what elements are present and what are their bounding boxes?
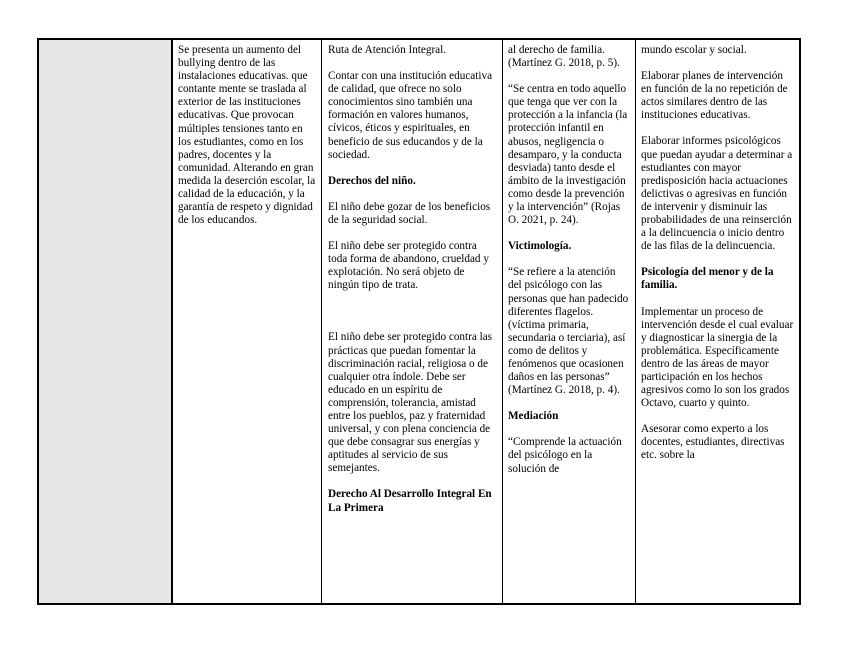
informes-psicologicos-text: Elaborar informes psicológicos que puedan ayudar a determinar a estudiantes con mayor predisposición hacia actuaciones delictivas o agresivas en función de intervenir y disminuir las probabilidades de una reinserción a la delincuencia o inicio dentro de las filas de la delincuencia.: [641, 135, 793, 253]
derecho-familia-text: al derecho de familia. (Martínez G. 2018, p. 5).: [508, 44, 620, 70]
ruta-atencion-text: Ruta de Atención Integral.: [328, 44, 447, 56]
discriminacion-text: El niño debe ser protegido contra las prácticas que puedan fomentar la discriminación racial, religiosa o de cualquier otra índole. Debe ser educado en un espíritu de comprensión, tolerancia, amistad entre los pueblos, paz y fraternidad universal, y con plena conciencia de que debe consagrar sus energías y aptitudes al servicio de sus semejantes.: [328, 331, 493, 475]
content-table: [37, 38, 801, 605]
mundo-escolar-text: mundo escolar y social.: [641, 44, 747, 56]
shaded-label-column: [39, 40, 173, 603]
mediacion-quote: “Comprende la actuación del psicólogo en la solución de: [508, 436, 622, 475]
derechos-nino-heading: Derechos del niño.: [328, 174, 416, 187]
proteccion-abandono-text: El niño debe ser protegido contra toda forma de abandono, crueldad y explotación. No será objeto de ningún tipo de trata.: [328, 240, 489, 292]
spacer: [328, 305, 498, 331]
asesorar-text: Asesorar como experto a los docentes, estudiantes, directivas etc. sobre la: [641, 423, 785, 462]
planes-intervencion-text: Elaborar planes de intervención en función de la no repetición de actos similares dentro de las instituciones educativas.: [641, 70, 788, 122]
desarrollo-integral-heading: Derecho Al Desarrollo Integral En La Primera: [328, 488, 492, 514]
proteccion-infancia-quote: “Se centra en todo aquello que tenga que ver con la protección a la infancia (la protección infantil en abusos, negligencia o desamparo, y la conducta desviada) tanto desde el ámbito de la investigación como desde la prevención y la intervención” (Rojas O. 2021, p. 24).: [508, 83, 628, 227]
legal-framework-column: [322, 40, 503, 603]
proceso-intervencion-text: Implementar un proceso de intervención desde el cual evaluar y diagnosticar la sinergia de la problemática. Específicamente dentro de las áreas de mayor participación en los hechos agresivos como lo son los grados Octavo, cuarto y quinto.: [641, 305, 794, 410]
victimologia-heading: Victimología.: [508, 240, 572, 253]
actions-column: [636, 40, 799, 603]
psychology-areas-column: [503, 40, 636, 603]
problem-column: [173, 40, 322, 603]
psicologia-menor-heading: Psicología del menor y de la familia.: [641, 266, 774, 292]
institution-quality-text: Contar con una institución educativa de calidad, que ofrece no solo conocimientos sino también una formación en valores humanos, cívicos, éticos y espirituales, en beneficio de sus educandos y de la sociedad.: [328, 70, 493, 161]
mediacion-heading: Mediación: [508, 410, 559, 423]
victimologia-quote: “Se refiere a la atención del psicólogo con las personas que han padecido diferentes flagelos. (víctima primaria, secundaria o terciaria), así como de delitos y fenómenos que ocasionen daños en las personas” (Martínez G. 2018, p. 4).: [508, 266, 629, 397]
seguridad-social-text: El niño debe gozar de los beneficios de la seguridad social.: [328, 200, 491, 226]
problem-paragraph: Se presenta un aumento del bullying dentro de las instalaciones educativas. que contante mente se traslada al exterior de las instituciones educativas. Que provocan múltiples tensiones tanto en los estudiantes, como en los padres, docentes y la comunidad. Alterando en gran medida la deserción escolar, la calidad de la educación, y la garantía de respeto y dignidad de los educandos.: [178, 44, 316, 227]
